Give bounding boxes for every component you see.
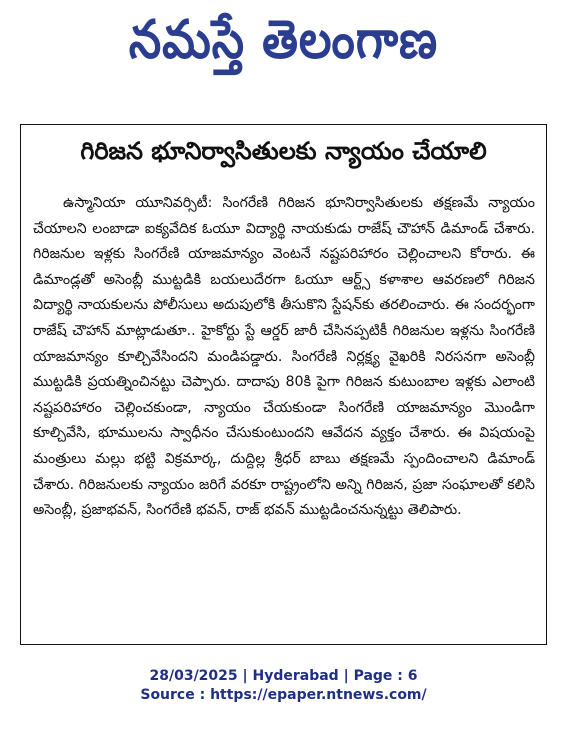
publication-info: 28/03/2025 | Hyderabad | Page : 6 [149, 668, 418, 684]
source-footer [0, 667, 567, 705]
article-headline: గిరిజన భూనిర్వాసితులకు న్యాయం చేయాలి [80, 137, 487, 165]
newspaper-title: నమస్తే తెలంగాణ [128, 8, 439, 71]
source-link[interactable]: Source : https://epaper.ntnews.com/ [140, 687, 427, 703]
article-body [33, 191, 535, 524]
dateline [6, 94, 256, 108]
article-paragraph: ఉస్మానియా యూనివర్సిటీ: సింగరేణి గిరిజన భూనిర్వాసితులకు తక్షణమే న్యాయం చేయాలని లంబాడా ఐక్యవేదిక ఓయూ విద్యార్థి నాయకుడు రాజేష్ చౌహాన్ డిమాండ్ చేశారు. గిరిజనుల ఇళ్లకు సింగరేణి యాజమాన్యం వెంటనే నష్టపరిహారం చెల్లించాలని కోరారు. ఈ డిమాండ్లతో అసెంబ్లీ ముట్టడికి బయలుదేరగా ఓయూ ఆర్ట్స్ కళాశాల ఆవరణలో గిరిజన విద్యార్థి నాయకులను పోలీసులు అదుపులోకి తీసుకొని స్టేషన్‌కు తరలించారు. ఈ సందర్భంగా రాజేష్ చౌహాన్ మాట్లాడుతూ.. హైకోర్టు స్టే ఆర్డర్ జారీ చేసినప్పటికీ గిరిజనుల ఇళ్లను సింగరేణి యాజమాన్యం కూల్చివేసిందని మండిపడ్డారు. సింగరేణి నిర్లక్ష్య వైఖరికి నిరసనగా అసెంబ్లీ ముట్టడికి ప్రయత్నించినట్టు చెప్పారు. దాదాపు 80కి పైగా గిరిజన కుటుంబాల ఇళ్లకు ఎలాంటి నష్టపరిహారం చెల్లించకుండా, న్యాయం చేయకుండా సింగరేణి యాజమాన్యం మొండిగా కూల్చివేసి, భూములను స్వాధీనం చేసుకుంటుందని ఆవేదన వ్యక్తం చేశారు. ఈ విషయంపై మంత్రులు మల్లు భట్టి విక్రమార్క, దుద్దిల్ల శ్రీధర్ బాబు తక్షణమే స్పందించాలని డిమాండ్ చేశారు. గిరిజనులకు న్యాయం జరిగే వరకూ రాష్ట్రంలోని అన్ని గిరిజన, ప్రజా సంఘాలతో కలిసి అసెంబ్లీ, ప్రజాభవన్, సింగరేణి భవన్, రాజ్ భవన్ ముట్టడించనున్నట్టు తెలిపారు. [33, 195, 535, 519]
article-clipping [20, 124, 547, 645]
masthead [0, 0, 567, 92]
